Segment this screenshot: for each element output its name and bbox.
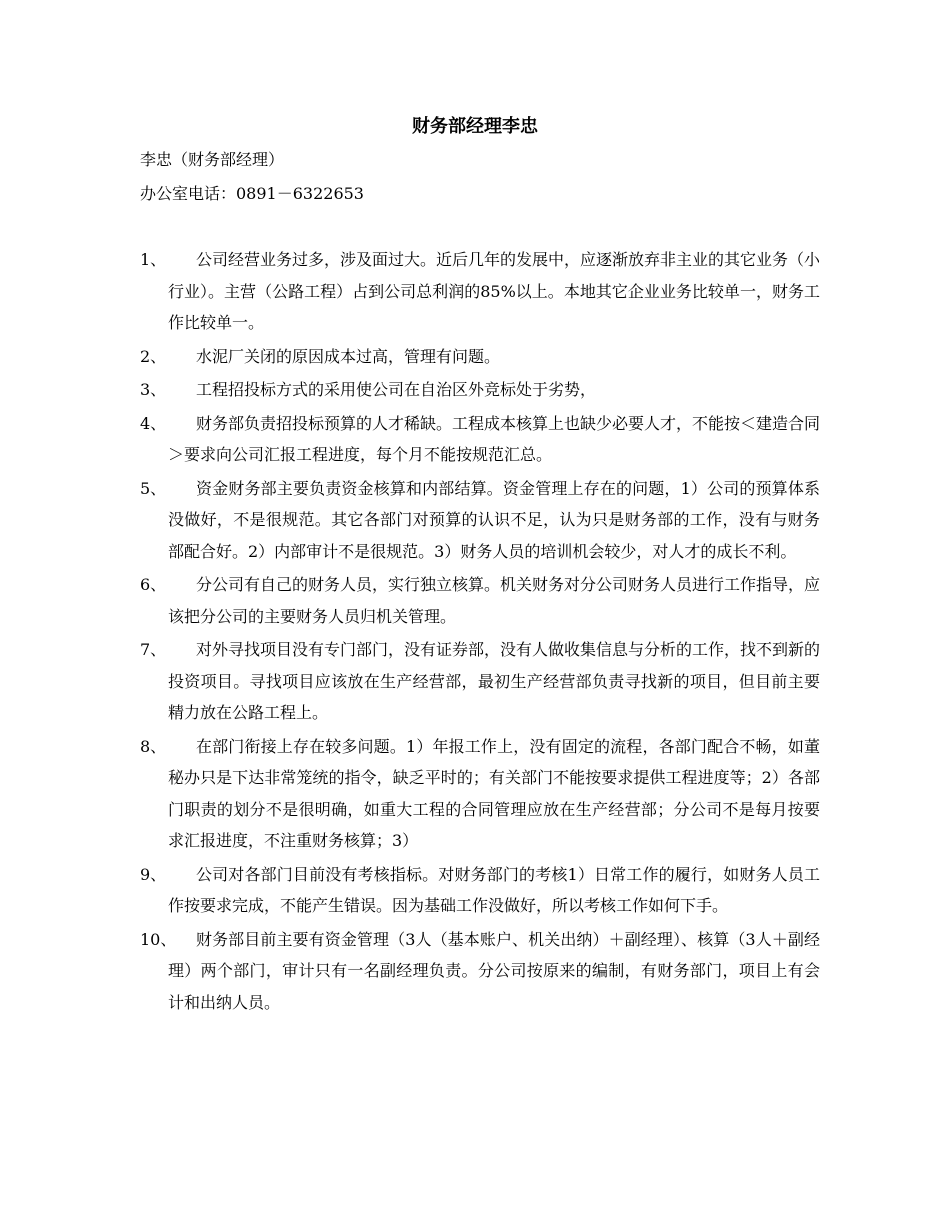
list-item bbox=[140, 244, 820, 339]
item-number: 5、 bbox=[140, 478, 167, 498]
office-phone-line: 办公室电话：0891－6322653 bbox=[140, 184, 364, 203]
list-item bbox=[140, 569, 820, 632]
list-item bbox=[140, 374, 820, 406]
item-text: 工程招投标方式的采用使公司在自治区外竞标处于劣势， bbox=[196, 380, 597, 399]
list-item bbox=[140, 924, 820, 1019]
item-number: 10、 bbox=[140, 929, 177, 949]
item-text: 分公司有自己的财务人员，实行独立核算。机关财务对分公司财务人员进行工作指导，应该把分公司的主要财务人员归机关管理。 bbox=[168, 575, 821, 626]
item-number: 2、 bbox=[140, 346, 167, 366]
page-title: 财务部经理李忠 bbox=[412, 116, 538, 137]
item-number: 6、 bbox=[140, 575, 167, 594]
list-item bbox=[140, 634, 820, 729]
item-text: 公司对各部门目前没有考核指标。对财务部门的考核1）日常工作的履行，如财务人员工作按要求完成，不能产生错误。因为基础工作没做好，所以考核工作如何下手。 bbox=[168, 864, 820, 915]
item-number: 1、 bbox=[140, 250, 167, 269]
list-item bbox=[140, 473, 820, 568]
item-text: 对外寻找项目没有专门部门，没有证券部，没有人做收集信息与分析的工作，找不到新的投资项目。寻找项目应该放在生产经营部，最初生产经营部负责寻找新的项目，但目前主要精力放在公路工程上。 bbox=[168, 640, 821, 722]
item-text: 财务部目前主要有资金管理（3人（基本账户、机关出纳）＋副经理）、核算（3人＋副经理）两个部门，审计只有一名副经理负责。分公司按原来的编制，有财务部门，项目上有会计和出纳人员。 bbox=[168, 929, 820, 1012]
list-item bbox=[140, 731, 820, 857]
item-text: 财务部负责招投标预算的人才稀缺。工程成本核算上也缺少必要人才，不能按＜建造合同＞要求向公司汇报工程进度，每个月不能按规范汇总。 bbox=[168, 413, 821, 464]
list-item bbox=[140, 859, 820, 922]
issue-list bbox=[140, 244, 820, 1020]
list-item bbox=[140, 408, 820, 471]
item-number: 7、 bbox=[140, 640, 167, 659]
item-text: 水泥厂关闭的原因成本过高，管理有问题。 bbox=[196, 346, 501, 366]
item-text: 在部门衔接上存在较多问题。1）年报工作上，没有固定的流程，各部门配合不畅，如董秘办只是下达非常笼统的指令，缺乏平时的；有关部门不能按要求提供工程进度等；2）各部门职责的划分不是很明确，如重大工程的合同管理应放在生产经营部；分公司不是每月按要求汇报进度，不注重财务核算；3） bbox=[168, 736, 820, 850]
item-number: 9、 bbox=[140, 864, 167, 884]
person-name-line: 李忠（财务部经理） bbox=[140, 150, 285, 169]
item-number: 4、 bbox=[140, 413, 167, 433]
item-text: 公司经营业务过多，涉及面过大。近后几年的发展中，应逐渐放弃非主业的其它业务（小行业）。主营（公路工程）占到公司总利润的85%以上。本地其它企业业务比较单一，财务工作比较单一。 bbox=[168, 250, 821, 332]
item-number: 8、 bbox=[140, 736, 167, 756]
item-text: 资金财务部主要负责资金核算和内部结算。资金管理上存在的问题，1）公司的预算体系没做好，不是很规范。其它各部门对预算的认识不足，认为只是财务部的工作，没有与财务部配合好。2）内部审计不是很规范。3）财务人员的培训机会较少，对人才的成长不利。 bbox=[168, 478, 820, 561]
list-item bbox=[140, 341, 820, 373]
item-number: 3、 bbox=[140, 380, 167, 399]
